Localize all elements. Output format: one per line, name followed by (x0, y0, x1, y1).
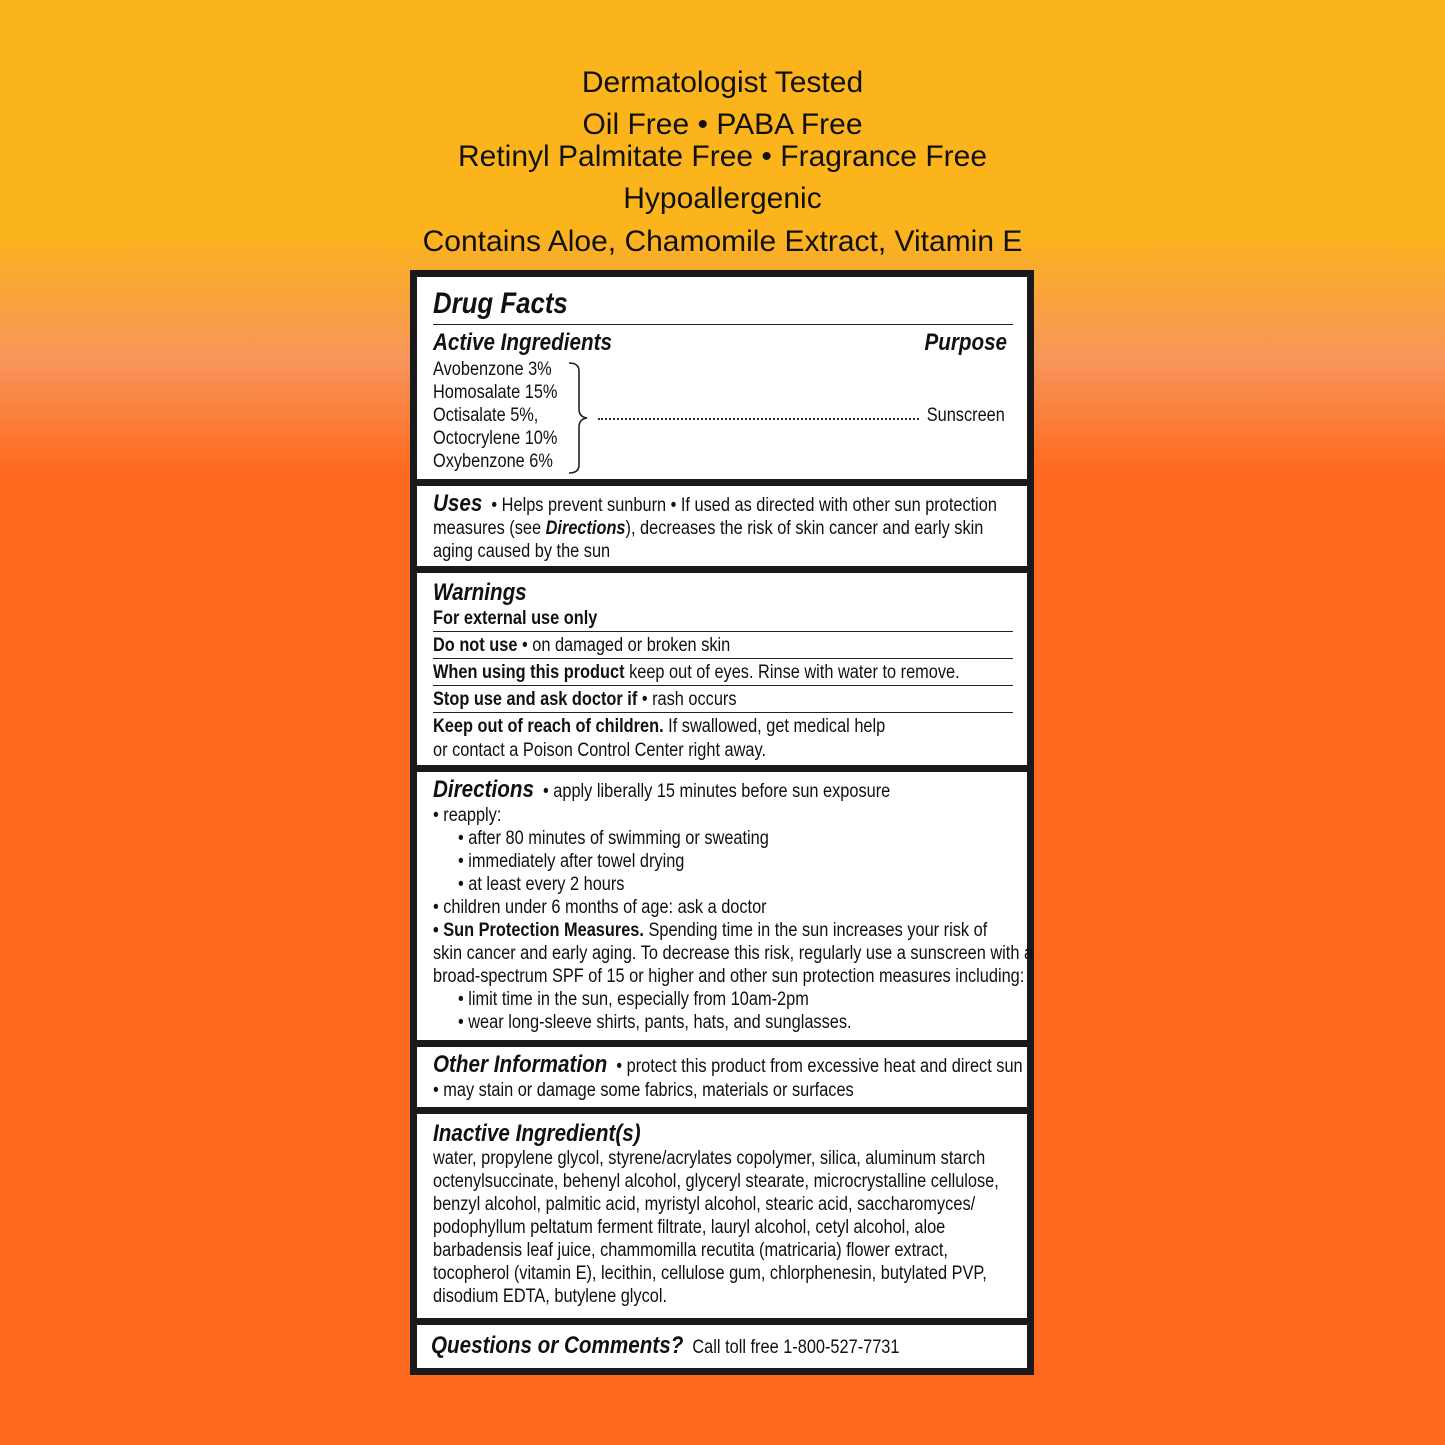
uses-line-2a: measures (see (433, 518, 546, 539)
sun-protection-text-2: skin cancer and early aging. To decrease this risk, regularly use a sunscreen with a (433, 943, 1034, 964)
inactive-ingredients-heading: Inactive Ingredient(s) (433, 1120, 641, 1147)
directions-reapply: • reapply: (433, 805, 502, 826)
external-use-only: For external use only (433, 608, 598, 629)
inactive-line-4: podophyllum peltatum ferment filtrate, lauryl alcohol, cetyl alcohol, aloe (433, 1217, 946, 1238)
stop-use-text: • rash occurs (637, 689, 737, 710)
keep-out-label: Keep out of reach of children. (433, 716, 664, 737)
claim-retinyl-fragrance-free: Retinyl Palmitate Free • Fragrance Free (457, 140, 988, 173)
sun-protection-text-1: Spending time in the sun increases your risk of (643, 920, 988, 941)
ingredient-octisalate: Octisalate 5%, (433, 405, 539, 426)
sun-protection-sub-1: • limit time in the sun, especially from 10am-2pm (458, 989, 809, 1010)
directions-sub-2: • immediately after towel drying (458, 851, 685, 872)
keep-out-text: If swallowed, get medical help (663, 716, 886, 737)
ingredient-oxybenzone: Oxybenzone 6% (433, 451, 553, 472)
sun-protection-text-3: broad-spectrum SPF of 15 or higher and other sun protection measures including: (433, 966, 1025, 987)
drug-facts-title: Drug Facts (433, 287, 568, 320)
other-line-2: • may stain or damage some fabrics, materials or surfaces (433, 1080, 854, 1101)
ingredient-list (433, 358, 578, 473)
claim-dermatologist-tested: Dermatologist Tested (581, 66, 864, 99)
ingredient-avobenzone: Avobenzone 3% (433, 359, 552, 380)
warnings-divider-2 (433, 658, 1013, 659)
other-information-section (417, 1047, 1027, 1107)
do-not-use-text: • on damaged or broken skin (517, 635, 731, 656)
active-ingredients-section (417, 277, 1027, 479)
directions-section (417, 772, 1034, 1040)
inactive-line-6: tocopherol (vitamin E), lecithin, cellulose gum, chlorphenesin, butylated PVP, (433, 1263, 987, 1284)
uses-directions-ref: Directions (545, 518, 626, 539)
directions-first: • apply liberally 15 minutes before sun exposure (543, 781, 891, 802)
purpose-leader-dots (598, 418, 919, 420)
directions-children: • children under 6 months of age: ask a doctor (433, 897, 767, 918)
purpose-sunscreen: Sunscreen (926, 405, 1005, 426)
other-information-heading: Other Information (433, 1051, 608, 1078)
sun-protection-sub-2: • wear long-sleeve shirts, pants, hats, and sunglasses. (458, 1012, 852, 1033)
when-using-text: keep out of eyes. Rinse with water to remove. (624, 662, 960, 683)
directions-heading: Directions (433, 776, 534, 803)
inactive-line-1: water, propylene glycol, styrene/acrylates copolymer, silica, aluminum starch (433, 1148, 986, 1169)
warnings-heading: Warnings (433, 579, 527, 606)
keep-out-text-2: or contact a Poison Control Center right away. (433, 740, 767, 761)
warnings-section (417, 573, 1027, 765)
uses-section (417, 486, 1027, 566)
claim-hypoallergenic: Hypoallergenic (623, 182, 822, 215)
uses-line-1: • Helps prevent sunburn • If used as directed with other sun protection (491, 495, 997, 516)
uses-heading: Uses (433, 490, 483, 517)
inactive-ingredients-section (417, 1114, 1027, 1318)
active-ingredients-heading: Active Ingredients (433, 329, 612, 356)
other-line-1: • protect this product from excessive heat and direct sun (616, 1056, 1023, 1077)
sun-protection-label: • Sun Protection Measures. (433, 920, 644, 941)
uses-line-2c: ), decreases the risk of skin cancer and early skin (625, 518, 984, 539)
directions-sub-1: • after 80 minutes of swimming or sweating (458, 828, 769, 849)
warnings-divider-4 (433, 712, 1013, 713)
when-using-label: When using this product (433, 662, 625, 683)
purpose-heading: Purpose (924, 329, 1007, 356)
uses-line-3: aging caused by the sun (433, 541, 611, 562)
inactive-line-3: benzyl alcohol, palmitic acid, myristyl alcohol, stearic acid, saccharomyces/ (433, 1194, 976, 1215)
questions-section (417, 1325, 1027, 1368)
warnings-divider-1 (433, 631, 1013, 632)
questions-heading: Questions or Comments? (431, 1332, 684, 1359)
stop-use-label: Stop use and ask doctor if (433, 689, 638, 710)
ingredient-brace (567, 361, 589, 475)
questions-phone: Call toll free 1-800-527-7731 (692, 1337, 900, 1358)
do-not-use-label: Do not use (433, 635, 518, 656)
title-divider (433, 324, 1013, 325)
directions-sub-3: • at least every 2 hours (458, 874, 625, 895)
inactive-line-7: disodium EDTA, butylene glycol. (433, 1286, 668, 1307)
claim-oil-paba-free: Oil Free • PABA Free (582, 108, 863, 141)
claim-contains-aloe: Contains Aloe, Chamomile Extract, Vitamin E (422, 225, 1023, 258)
inactive-line-2: octenylsuccinate, behenyl alcohol, glyceryl stearate, microcrystalline cellulose, (433, 1171, 999, 1192)
ingredient-octocrylene: Octocrylene 10% (433, 428, 558, 449)
ingredient-homosalate: Homosalate 15% (433, 382, 558, 403)
inactive-line-5: barbadensis leaf juice, chammomilla recutita (matricaria) flower extract, (433, 1240, 948, 1261)
drug-facts-panel (410, 270, 1034, 1375)
warnings-divider-3 (433, 685, 1013, 686)
